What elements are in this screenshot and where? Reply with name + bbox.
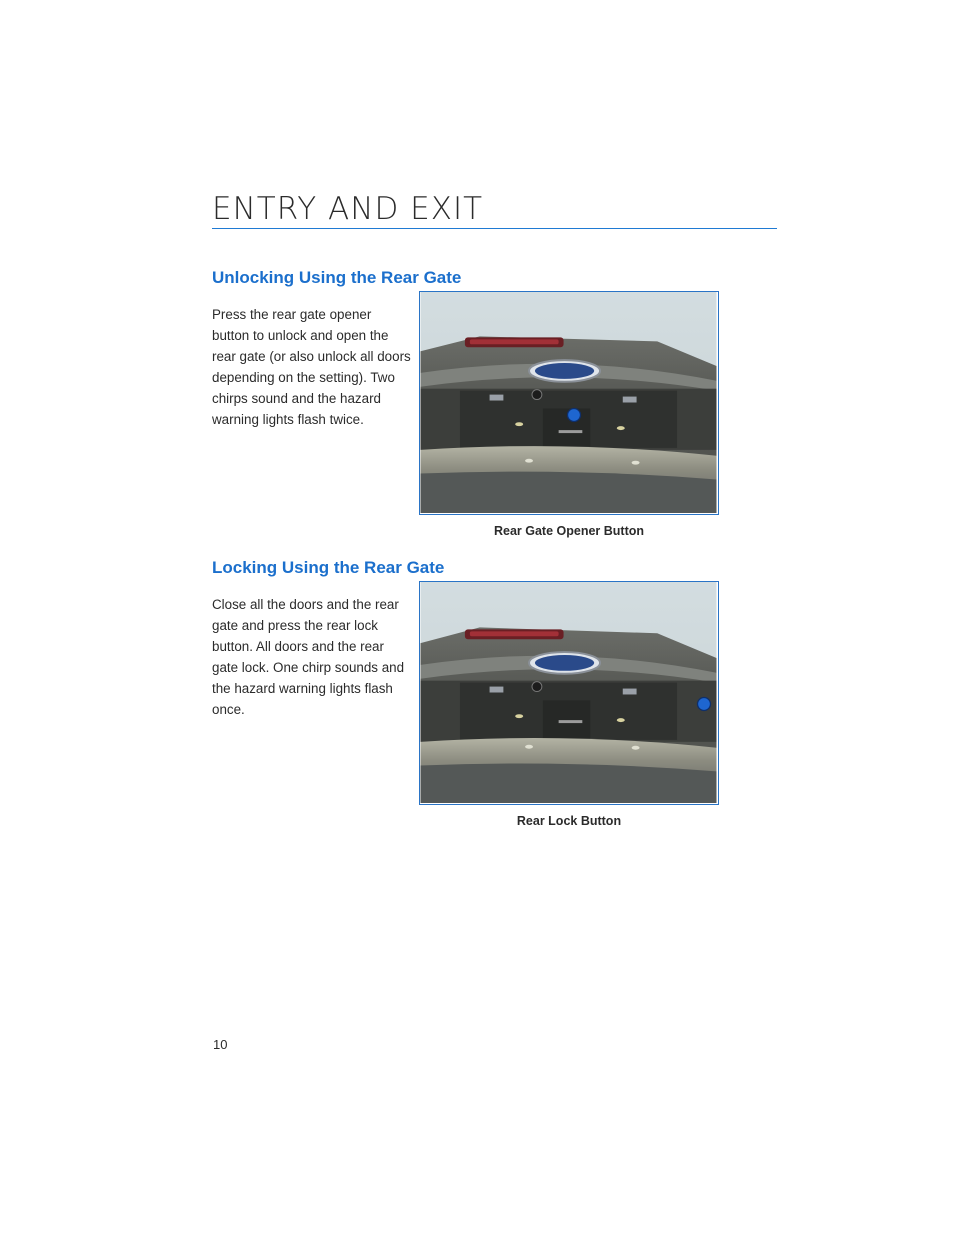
caption-lock: Rear Lock Button (516, 814, 622, 828)
section-body-locking: Close all the doors and the rear gate and press the rear lock button. All doors and the rear gate lock. One chirp sounds and the hazard warning lights flash once. (212, 597, 405, 717)
page-number: 10 (213, 1037, 228, 1052)
section-title-locking: Locking Using the Rear Gate (212, 558, 445, 577)
header-rule (212, 228, 777, 229)
section-title-unlocking: Unlocking Using the Rear Gate (212, 268, 462, 287)
rear-gate-photo (419, 291, 719, 515)
page-header (212, 190, 777, 229)
page-title: ENTRY AND EXIT (212, 191, 484, 227)
section-unlocking (212, 268, 722, 548)
marker-lock-icon (696, 696, 712, 712)
marker-opener-icon (566, 407, 582, 423)
caption-opener: Rear Gate Opener Button (493, 524, 645, 538)
rear-lock-photo (419, 581, 719, 805)
section-body-unlocking: Press the rear gate opener button to unlock and open the rear gate (or also unlock all doors depending on the setting). Two chirps sound and the hazard warning lights flash twice. (212, 307, 411, 427)
section-locking (212, 558, 722, 838)
